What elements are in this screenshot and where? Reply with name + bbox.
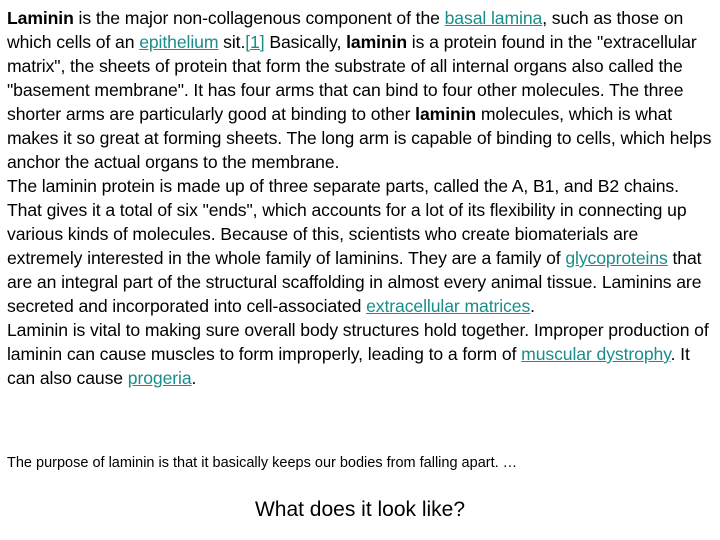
text-run: sit. (218, 32, 246, 52)
text-run: Basically, (264, 32, 347, 52)
text-run: is the major non-collagenous component of the (73, 8, 445, 28)
bold-term: laminin (415, 104, 477, 124)
text-run: , such as those on which cells of an (7, 8, 684, 52)
text-run: The laminin protein is made up of three separate parts, called the A, B1, and B2 chains. That gives it a total of six "ends", which accounts for a lot of its flexibility in connecting up various kinds of molecules. Because of this, scientists who create biomaterials are extremely interested in the whole family of laminins. They are a family of (7, 176, 687, 268)
paragraph-laminin-intro (7, 6, 713, 174)
summary-note: The purpose of laminin is that it basically keeps our bodies from falling apart. … (7, 455, 518, 471)
link-extracellular-matrices[interactable]: extracellular matrices (366, 296, 531, 316)
bold-term: laminin (346, 32, 408, 52)
text-run: . (191, 368, 197, 388)
text-run: molecules, which is what makes it so great at forming sheets. The long arm is capable of binding to cells, which helps anchor the actual organs to the membrane. (7, 104, 712, 172)
text-run: . It can also cause (7, 344, 690, 388)
link-progeria[interactable]: progeria (127, 368, 192, 388)
bold-term: Laminin (7, 8, 74, 28)
text-run: that are an integral part of the structural scaffolding in almost every animal tissue. Laminins are secreted and incorporated into cell-associated (7, 248, 702, 316)
link-reference-1[interactable]: [1] (245, 32, 265, 52)
link-glycoproteins[interactable]: glycoproteins (565, 248, 668, 268)
paragraph-laminin-structure (7, 174, 713, 318)
section-heading: What does it look like? (254, 498, 466, 521)
link-epithelium[interactable]: epithelium (139, 32, 219, 52)
text-run: is a protein found in the "extracellular matrix", the sheets of protein that form the substrate of all internal organs also called the "basement membrane". It has four arms that can bind to four other molecules. The three shorter arms are particularly good at binding to other (7, 32, 697, 124)
link-basal-lamina[interactable]: basal lamina (444, 8, 543, 28)
link-muscular-dystrophy[interactable]: muscular dystrophy (521, 344, 671, 364)
article-body (7, 6, 713, 390)
text-run: . (530, 296, 535, 316)
text-run: Laminin is vital to making sure overall body structures hold together. Improper production of laminin can cause muscles to form improperly, leading to a form of (7, 320, 709, 364)
paragraph-laminin-importance (7, 318, 713, 390)
